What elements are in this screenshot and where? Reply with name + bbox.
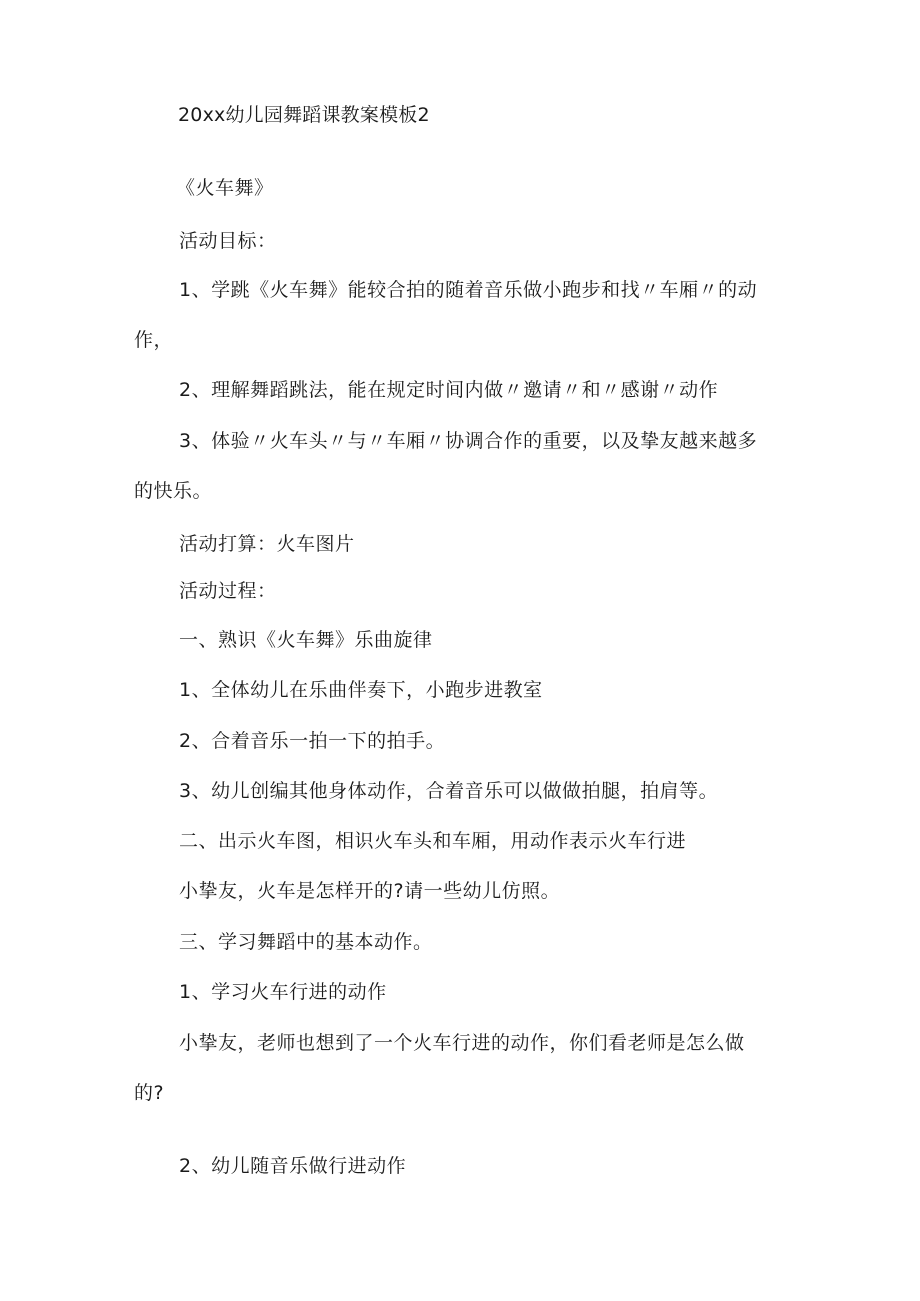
lesson-name: 《火车舞》 [176,177,274,199]
paragraph-goal-2: 2、理解舞蹈跳法，能在规定时间内做〃邀请〃和〃感谢〃动作 [179,379,719,401]
paragraph-section-2: 二、出示火车图，相识火车头和车厢，用动作表示火车行进 [179,830,687,852]
paragraph-step-3-1: 1、学习火车行进的动作 [179,981,387,1003]
paragraph-goal-3: 3、体验〃火车头〃与〃车厢〃协调合作的重要，以及挚友越来越多 [179,430,758,452]
paragraph-section-3: 三、学习舞蹈中的基本动作。 [179,931,433,953]
paragraph-preparation: 活动打算：火车图片 [179,533,355,555]
paragraph-step-1-1: 1、全体幼儿在乐曲伴奏下，小跑步进教室 [179,679,543,701]
paragraph-step-3-1-body: 小挚友，老师也想到了一个火车行进的动作，你们看老师是怎么做 [179,1032,745,1054]
paragraph-step-3-2: 2、幼儿随音乐做行进动作 [179,1155,407,1177]
paragraph-section-1: 一、熟识《火车舞》乐曲旋律 [179,629,433,651]
paragraph-step-1-3: 3、幼儿创编其他身体动作，合着音乐可以做做拍腿，拍肩等。 [179,780,719,802]
paragraph-process-heading: 活动过程： [179,580,277,602]
document-title: 20xx幼儿园舞蹈课教案模板2 [178,104,430,126]
paragraph-step-1-2: 2、合着音乐一拍一下的拍手。 [179,730,446,752]
paragraph-step-3-1-body-cont: 的? [134,1082,165,1104]
paragraph-goals-heading: 活动目标： [179,230,277,252]
paragraph-section-2-body: 小挚友，火车是怎样开的?请一些幼儿仿照。 [179,880,561,902]
paragraph-goal-3-cont: 的快乐。 [134,480,213,502]
paragraph-goal-1: 1、学跳《火车舞》能较合拍的随着音乐做小跑步和找〃车厢〃的动 [179,279,758,301]
paragraph-goal-1-cont: 作， [134,329,174,351]
